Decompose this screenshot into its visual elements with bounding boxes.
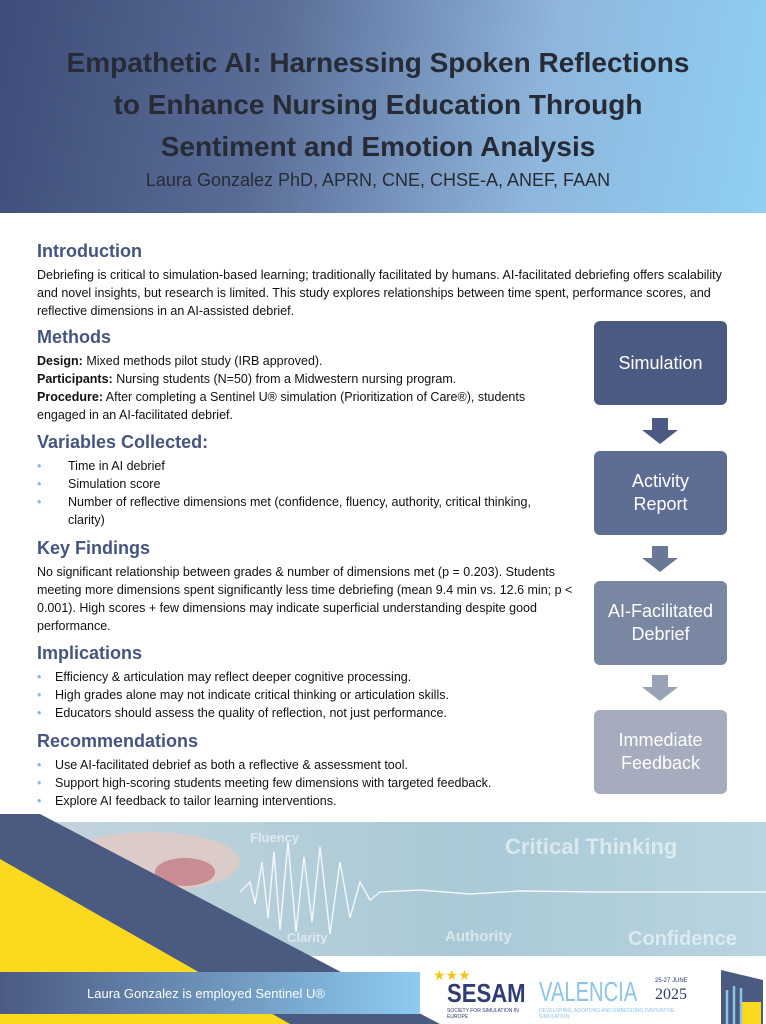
- poster-title: Empathetic AI: Harnessing Spoken Reflections to Enhance Nursing Education Through Sentiment and Emotion Analysis: [66, 47, 690, 162]
- methods-heading: Methods: [37, 327, 111, 347]
- banner-word: Fluency: [250, 830, 300, 845]
- logo-org-sub: SOCIETY FOR SIMULATION IN EUROPE: [447, 1008, 519, 1020]
- building-icon: [721, 970, 763, 1024]
- flow-step-activity-report: Activity Report: [594, 451, 727, 535]
- logo-year: 2025: [655, 986, 687, 1003]
- methods-design: Design: Mixed methods pilot study (IRB approved).: [37, 354, 323, 368]
- logo-dates: 25-27 JUNE: [655, 978, 688, 984]
- flow-step-simulation: Simulation: [594, 321, 727, 405]
- list-item: • Use AI-facilitated debrief as both a reflective & assessment tool.: [37, 756, 577, 774]
- methods-procedure: Procedure: After completing a Sentinel U® simulation (Prioritization of Care®), students engaged in an AI-facilitated debrief.: [37, 390, 526, 422]
- recommendations-heading: Recommendations: [37, 731, 199, 751]
- logo-tagline: DEVELOPING, ADOPTING AND EMBEDDING INNOVATIVE SIMULATION: [539, 1008, 675, 1020]
- logo-city: VALENCIA: [539, 976, 638, 1007]
- author: Laura Gonzalez PhD, APRN, CNE, CHSE-A, ANEF, FAAN: [145, 170, 611, 190]
- findings-heading: Key Findings: [37, 538, 151, 558]
- list-item: • High grades alone may not indicate critical thinking or articulation skills.: [37, 686, 577, 704]
- variables-section: [37, 432, 577, 529]
- recommendations-section: [37, 731, 577, 810]
- logo-org: SESAM: [447, 978, 526, 1008]
- methods-participants: Participants: Nursing students (N=50) from a Midwestern nursing program.: [37, 372, 457, 386]
- stars-icon: ★★★: [433, 967, 471, 983]
- arrow-down-icon: [642, 546, 678, 572]
- banner-word: Clarity: [287, 930, 328, 945]
- implications-section: [37, 643, 577, 722]
- methods-section: [37, 327, 577, 424]
- arrow-down-icon: [642, 418, 678, 444]
- list-item: • Efficiency & articulation may reflect deeper cognitive processing.: [37, 668, 577, 686]
- poster-header: [0, 0, 766, 213]
- list-item: • Number of reflective dimensions met (confidence, fluency, authority, critical thinking, clarity): [37, 493, 577, 529]
- list-item: • Simulation score: [37, 475, 577, 493]
- banner-word: Authority: [445, 928, 512, 945]
- findings-text: No significant relationship between grades & number of dimensions met (p = 0.203). Students meeting more dimensions spent significantly less time debriefing (mean 9.4 min vs. 12.6 min; p < 0.001). High scores + few dimensions may indicate superficial understanding despite good performance.: [37, 565, 573, 633]
- sesam-valencia-logo: [433, 966, 763, 1024]
- introduction-text: Debriefing is critical to simulation-based learning; traditionally facilitated by humans. AI-facilitated debriefing offers scalability and novel insights, but research is limited. This study explores relationships between time spent, performance scores, and reflective dimensions in an AI-assisted debrief.: [37, 268, 722, 318]
- introduction-section: [37, 241, 727, 320]
- implications-heading: Implications: [37, 643, 143, 663]
- list-item: • Time in AI debrief: [37, 457, 577, 475]
- arrow-down-icon: [642, 675, 678, 701]
- findings-section: [37, 538, 577, 635]
- flow-step-immediate-feedback: Immediate Feedback: [594, 710, 727, 794]
- banner-word: Confidence: [628, 928, 737, 950]
- flow-step-ai-debrief: AI-Facilitated Debrief: [594, 581, 727, 665]
- disclosure-bar: Laura Gonzalez is employed Sentinel U®: [0, 972, 420, 1014]
- introduction-heading: Introduction: [37, 241, 142, 261]
- variables-heading: Variables Collected:: [37, 432, 209, 452]
- list-item: • Explore AI feedback to tailor learning interventions.: [37, 792, 577, 810]
- banner-word: Critical Thinking: [505, 834, 678, 859]
- list-item: • Support high-scoring students meeting few dimensions with targeted feedback.: [37, 774, 577, 792]
- list-item: • Educators should assess the quality of reflection, not just performance.: [37, 704, 577, 722]
